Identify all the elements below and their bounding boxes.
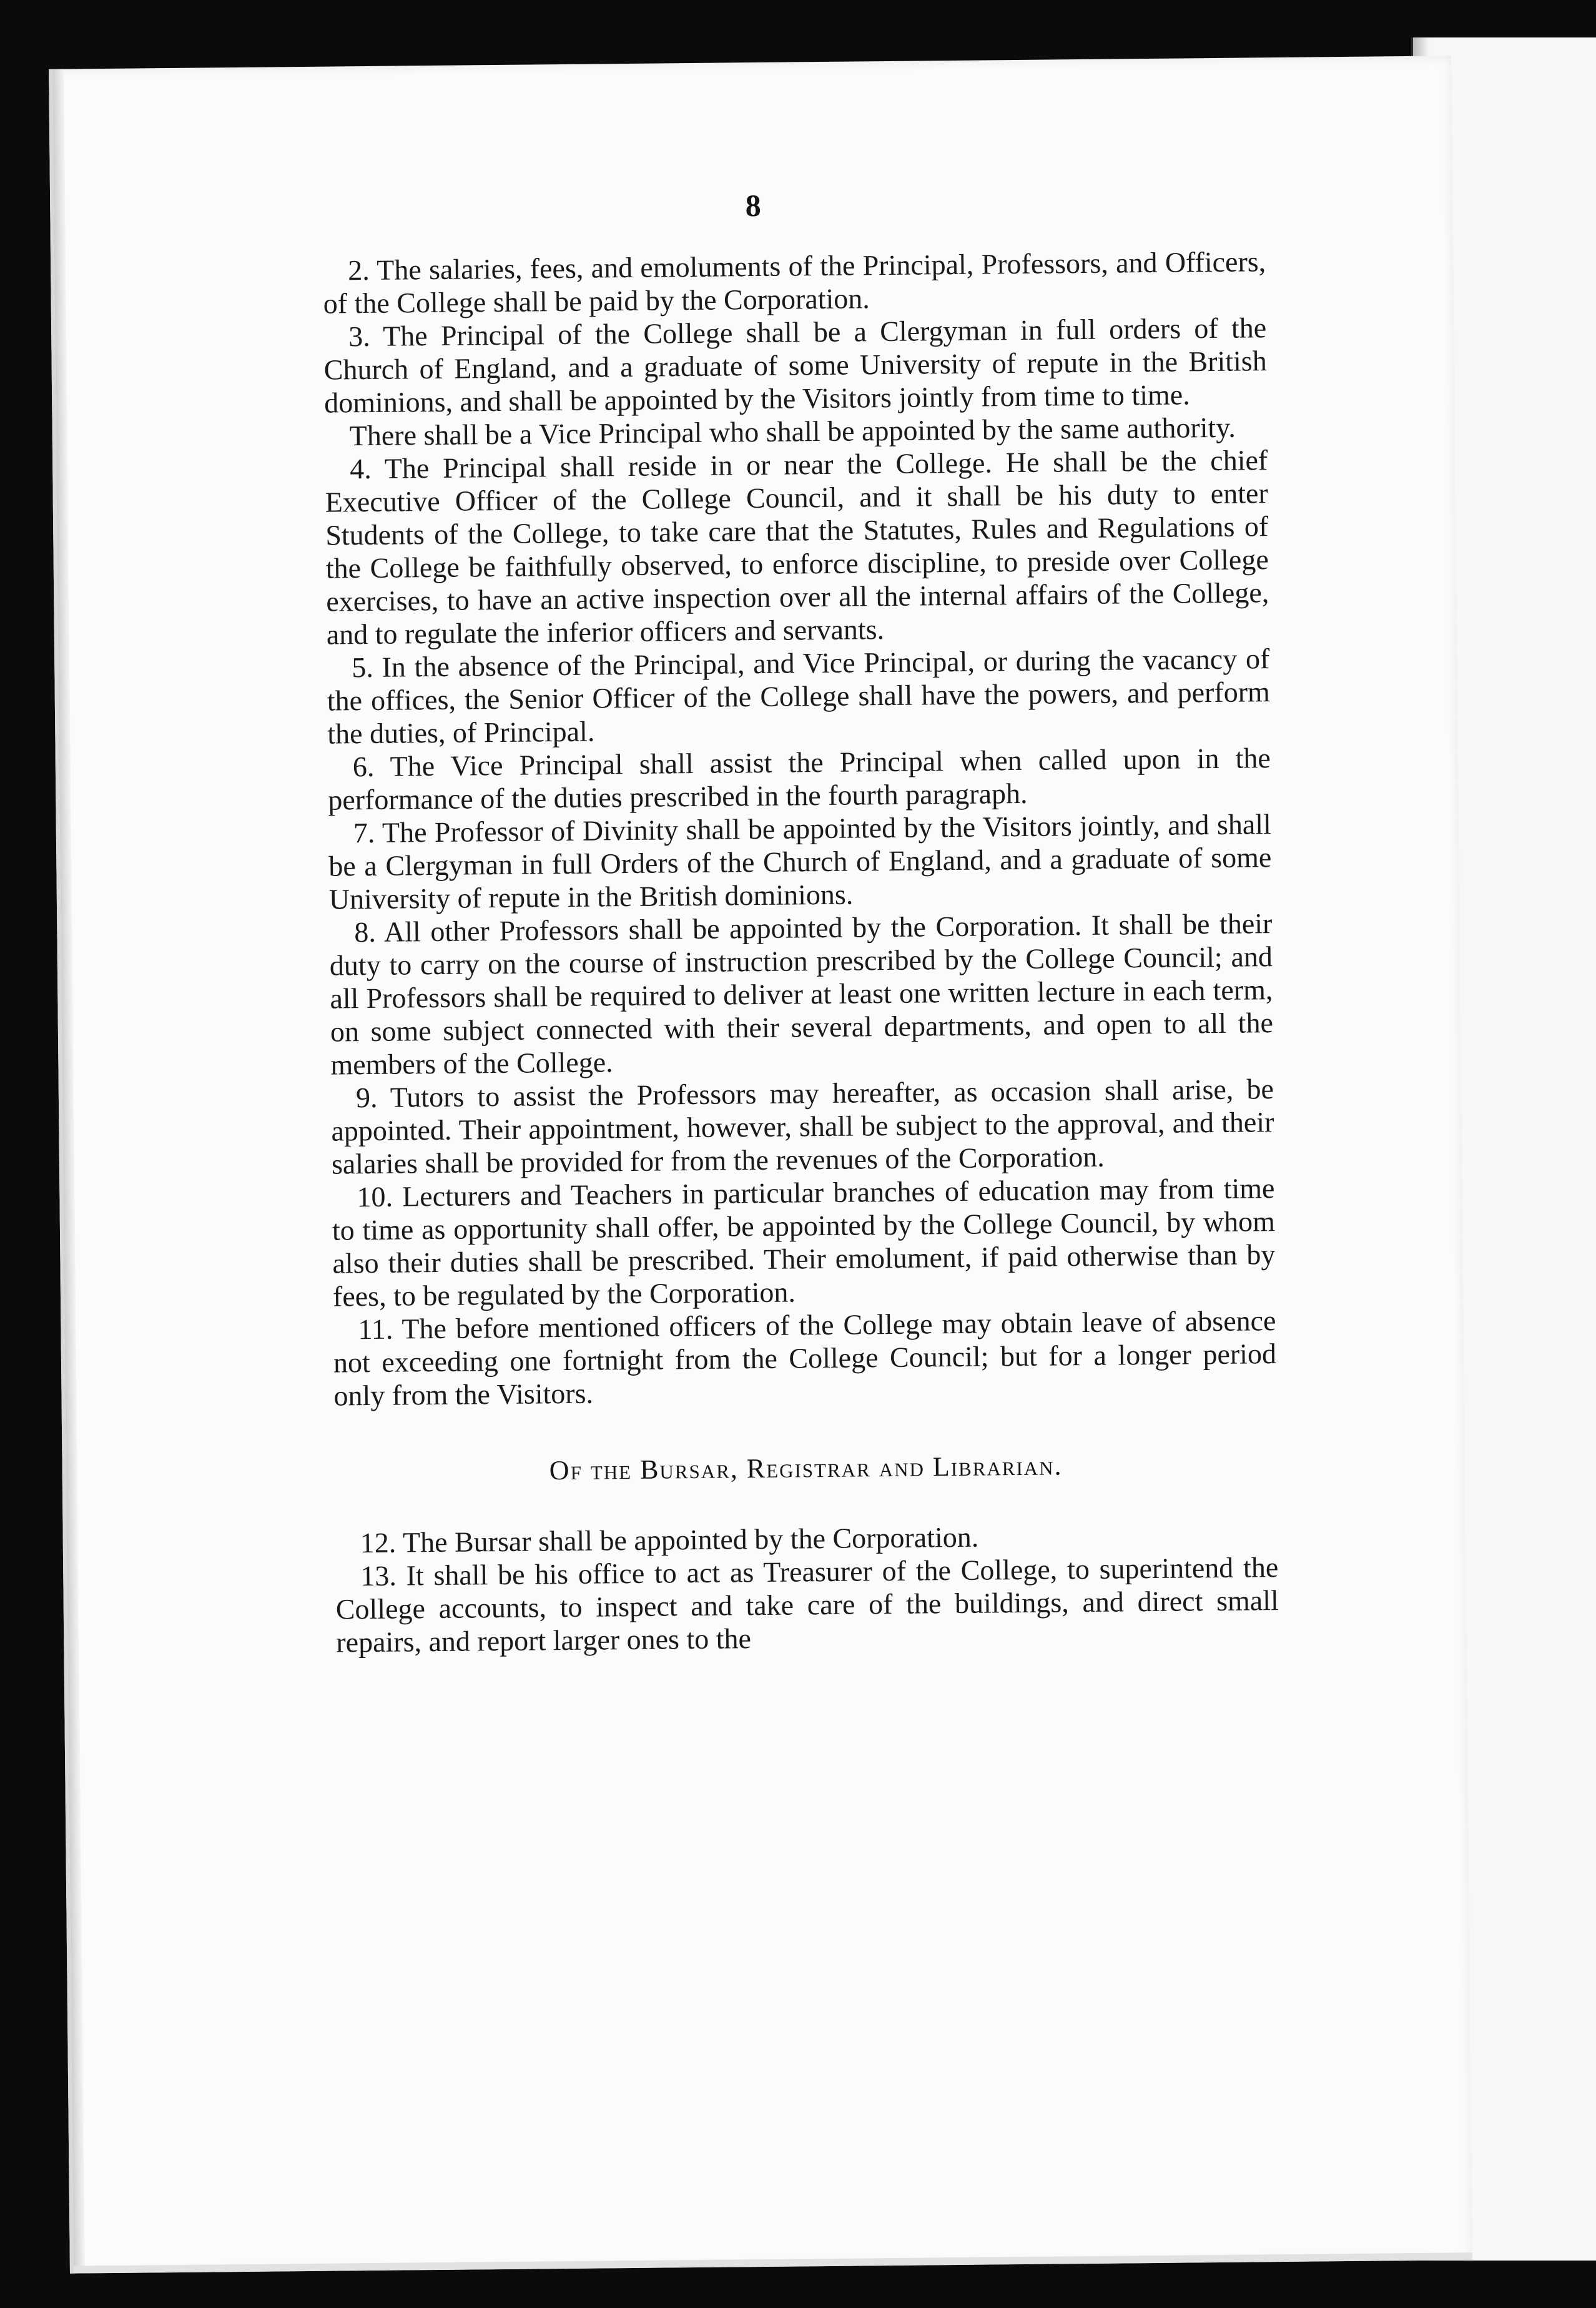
paragraph-vice-principal: There shall be a Vice Principal who shall be appointed by the same authority.	[349, 411, 1236, 452]
body-text	[323, 245, 1279, 1659]
section-heading: Of the Bursar, Registrar and Librarian.	[549, 1450, 1063, 1486]
paragraph-8: 8. All other Professors shall be appointed by the Corporation. It shall be their duty to carry on the course of instruction prescribed by the College Council; and all Professors shall be required to deliver at least one written lecture in each term, on some subject connected with their several departments, and open to all the members of the College.	[329, 907, 1274, 1081]
paragraph-11: 11. The before mentioned officers of the College may obtain leave of absence not exceeding one fortnight from the College Council; but for a longer period only from the Visitors.	[333, 1304, 1277, 1412]
page-number: 8	[745, 187, 762, 224]
paragraph-9: 9. Tutors to assist the Professors may hereafter, as occasion shall arise, be appointed. Their appointment, however, shall be subject to the approval, and their salaries shall be provided for from the revenues of the Corporation.	[331, 1073, 1274, 1180]
paragraph-13: 13. It shall be his office to act as Treasurer of the College, to superintend the College accounts, to inspect and take care of the buildings, and direct small repairs, and report larger ones to the	[335, 1551, 1279, 1659]
paragraph-12: 12. The Bursar shall be appointed by the Corporation.	[360, 1521, 979, 1559]
paragraph-5: 5. In the absence of the Principal, and Vice Principal, or during the vacancy of the offices, the Senior Officer of the College shall have the powers, and perform the duties, of Principal.	[327, 643, 1271, 750]
paragraph-10: 10. Lecturers and Teachers in particular branches of education may from time to time as opportunity shall offer, be appointed by the College Council, by whom also their duties shall be prescribed. Their emolument, if paid otherwise than by fees, to be regulated by the Corporation.	[332, 1172, 1276, 1313]
paragraph-6: 6. The Vice Principal shall assist the Principal when called upon in the performance of the duties prescribed in the fourth paragraph.	[328, 742, 1271, 816]
document-page	[49, 56, 1472, 2273]
paragraph-2: 2. The salaries, fees, and emoluments of the Principal, Professors, and Officers, of the College shall be paid by the Corporation.	[323, 245, 1266, 320]
paragraph-3: 3. The Principal of the College shall be a Clergyman in full orders of the Church of England, and a graduate of some University of repute in the British dominions, and shall be appointed by the Visitors jointly from time to time.	[323, 312, 1267, 419]
paragraph-4: 4. The Principal shall reside in or near the College. He shall be the chief Executive Officer of the College Council, and it shall be his duty to enter Students of the College, to take care that the Statutes, Rules and Regulations of the College be faithfully observed, to enforce discipline, to preside over College exercises, to have an active inspection over all the internal affairs of the College, and to regulate the inferior officers and servants.	[325, 444, 1269, 651]
paragraph-7: 7. The Professor of Divinity shall be appointed by the Visitors jointly, and shall be a Clergyman in full Orders of the Church of England, and a graduate of some University of repute in the British dominions.	[328, 808, 1272, 915]
